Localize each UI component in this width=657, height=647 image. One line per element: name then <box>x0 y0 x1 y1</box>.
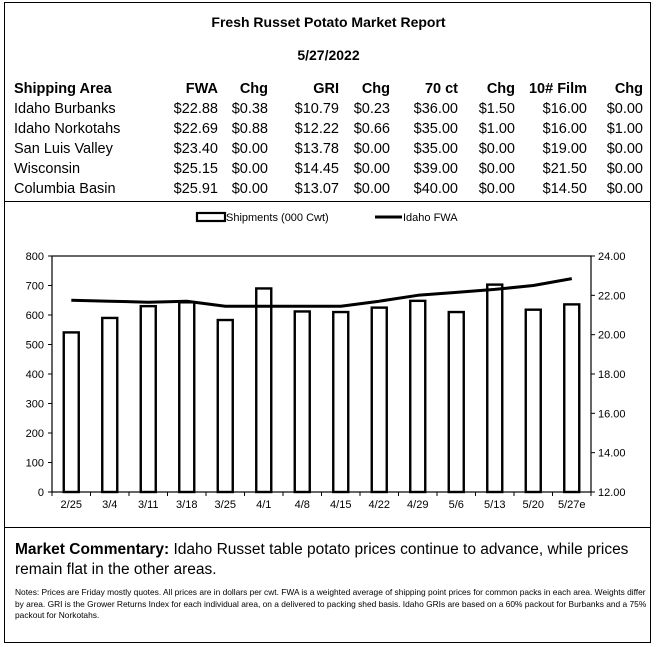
table-cell: $1.00 <box>478 121 515 137</box>
table-cell: $0.00 <box>353 161 390 177</box>
header-fwa-chg: Chg <box>239 81 268 97</box>
header-10-film: 10# Film <box>528 81 587 97</box>
shipment-bar <box>410 301 425 492</box>
header-shipping-area: Shipping Area <box>14 81 112 97</box>
table-cell: $0.23 <box>353 101 390 117</box>
right-axis-tick-label: 20.00 <box>598 329 626 342</box>
header-gri-chg: Chg <box>361 81 390 97</box>
legend-shipments-label: Shipments (000 Cwt) <box>226 212 329 224</box>
table-cell: $25.91 <box>173 181 218 197</box>
shipments-fwa-chart <box>4 202 651 529</box>
table-cell: $40.00 <box>413 181 458 197</box>
x-axis-tick-label: 4/15 <box>330 499 352 511</box>
x-axis-tick-label: 5/13 <box>484 499 506 511</box>
shipment-bar <box>179 302 194 492</box>
right-axis-tick-label: 22.00 <box>598 290 626 303</box>
report-title: Fresh Russet Potato Market Report <box>211 14 446 30</box>
table-cell-area: Idaho Burbanks <box>14 101 116 117</box>
table-cell: $0.00 <box>606 181 643 197</box>
table-cell: $1.50 <box>478 101 515 117</box>
shipment-bar <box>487 285 502 492</box>
table-cell: $0.00 <box>353 141 390 157</box>
table-cell: $0.00 <box>478 161 515 177</box>
price-table <box>14 79 643 199</box>
table-cell: $23.40 <box>173 141 218 157</box>
commentary-text: Idaho Russet table potato prices continue to advance, while prices remain flat in the other areas. <box>15 541 629 578</box>
shipment-bar <box>526 310 541 492</box>
shipment-bar <box>102 318 117 492</box>
table-cell: $0.00 <box>353 181 390 197</box>
x-axis-tick-label: 2/25 <box>60 499 82 511</box>
legend-shipments-swatch <box>197 213 225 221</box>
market-commentary <box>15 540 645 580</box>
table-row <box>14 139 643 159</box>
plot-frame <box>52 256 591 492</box>
table-cell: $0.00 <box>606 161 643 177</box>
table-cell: $35.00 <box>413 141 458 157</box>
table-cell: $14.50 <box>542 181 587 197</box>
x-axis-tick-label: 4/1 <box>256 499 272 511</box>
x-axis-tick-label: 3/18 <box>176 499 198 511</box>
table-cell-area: San Luis Valley <box>14 141 113 157</box>
table-row <box>14 99 643 119</box>
x-axis-tick-label: 3/11 <box>137 499 159 511</box>
table-cell: $13.78 <box>294 141 339 157</box>
x-axis-tick-label: 4/22 <box>368 499 390 511</box>
left-axis-tick-label: 600 <box>25 310 44 322</box>
table-row <box>14 159 643 179</box>
x-axis-tick-label: 4/29 <box>407 499 429 511</box>
table-cell: $16.00 <box>542 101 587 117</box>
table-header-row <box>14 79 643 99</box>
right-axis-tick-label: 12.00 <box>598 487 626 499</box>
table-body <box>14 99 643 199</box>
right-axis-tick-label: 18.00 <box>598 369 626 381</box>
table-cell: $22.69 <box>173 121 218 137</box>
shipment-bar <box>372 308 387 492</box>
table-cell: $25.15 <box>173 161 218 177</box>
left-axis-tick-label: 300 <box>25 398 44 411</box>
table-cell: $16.00 <box>542 121 587 137</box>
table-cell: $0.66 <box>353 121 390 137</box>
left-axis-tick-label: 800 <box>25 251 44 263</box>
table-cell: $1.00 <box>606 121 643 137</box>
table-cell-area: Idaho Norkotahs <box>14 121 121 137</box>
shipment-bar <box>141 306 156 492</box>
shipment-bar <box>449 312 464 492</box>
x-axis-tick-label: 5/6 <box>448 499 464 511</box>
header-gri: GRI <box>313 81 339 97</box>
table-cell: $0.00 <box>606 101 643 117</box>
left-axis-tick-label: 400 <box>25 369 44 381</box>
left-axis-tick-label: 700 <box>25 280 44 293</box>
x-axis-tick-label: 4/8 <box>294 499 310 511</box>
right-axis-tick-label: 14.00 <box>598 447 626 460</box>
shipment-bar <box>333 312 348 492</box>
legend-fwa-label: Idaho FWA <box>403 212 458 224</box>
left-axis-tick-label: 0 <box>37 487 44 499</box>
left-axis-tick-label: 200 <box>25 428 44 440</box>
table-cell: $0.00 <box>231 141 268 157</box>
table-cell: $12.22 <box>294 121 339 137</box>
commentary-label: Market Commentary: <box>15 541 170 558</box>
table-cell: $19.00 <box>542 141 587 157</box>
table-cell: $21.50 <box>542 161 587 177</box>
table-cell: $10.79 <box>294 101 339 117</box>
left-axis-tick-label: 500 <box>25 339 44 352</box>
header-10-film-chg: Chg <box>614 81 643 97</box>
table-row <box>14 119 643 139</box>
table-cell: $0.00 <box>478 141 515 157</box>
table-cell: $14.45 <box>294 161 339 177</box>
right-axis-tick-label: 16.00 <box>598 408 626 421</box>
table-cell-area: Columbia Basin <box>14 181 116 197</box>
table-cell: $22.88 <box>173 101 218 117</box>
shipment-bar <box>64 332 79 492</box>
header-fwa: FWA <box>185 81 218 97</box>
table-cell-area: Wisconsin <box>14 161 81 177</box>
table-cell: $0.00 <box>606 141 643 157</box>
table-cell: $0.00 <box>231 181 268 197</box>
table-cell: $0.00 <box>231 161 268 177</box>
x-axis-tick-label: 5/27e <box>557 499 586 511</box>
left-axis-tick-label: 100 <box>25 457 44 470</box>
notes: Notes: Prices are Friday mostly quotes. All prices are in dollars per cwt. FWA is a weighted average of shipping point prices for common packs in each area. Weights differ by area. GRI is the Grower Returns Index for each individual area, on a delivered to packing shed basis. Idaho GRIs are based on a 60% packout for Burbanks and a 75% packout for Norkotahs. <box>15 587 647 620</box>
x-axis-tick-label: 5/20 <box>522 499 544 511</box>
header-70ct-chg: Chg <box>486 81 515 97</box>
x-axis-tick-label: 3/25 <box>214 499 236 511</box>
table-cell: $0.38 <box>231 101 268 117</box>
table-cell: $13.07 <box>294 181 339 197</box>
table-cell: $39.00 <box>413 161 458 177</box>
table-cell: $0.88 <box>231 121 268 137</box>
table-row <box>14 179 643 199</box>
table-cell: $36.00 <box>413 101 458 117</box>
shipment-bar <box>256 288 271 492</box>
x-axis-tick-label: 3/4 <box>102 499 118 511</box>
chart-area <box>4 201 651 528</box>
shipment-bar <box>564 304 579 492</box>
right-axis-tick-label: 24.00 <box>598 251 626 263</box>
table-cell: $0.00 <box>478 181 515 197</box>
shipment-bar <box>218 320 233 492</box>
shipment-bar <box>295 311 310 492</box>
report-date: 5/27/2022 <box>297 47 360 63</box>
table-cell: $35.00 <box>413 121 458 137</box>
header-70ct: 70 ct <box>424 81 458 97</box>
